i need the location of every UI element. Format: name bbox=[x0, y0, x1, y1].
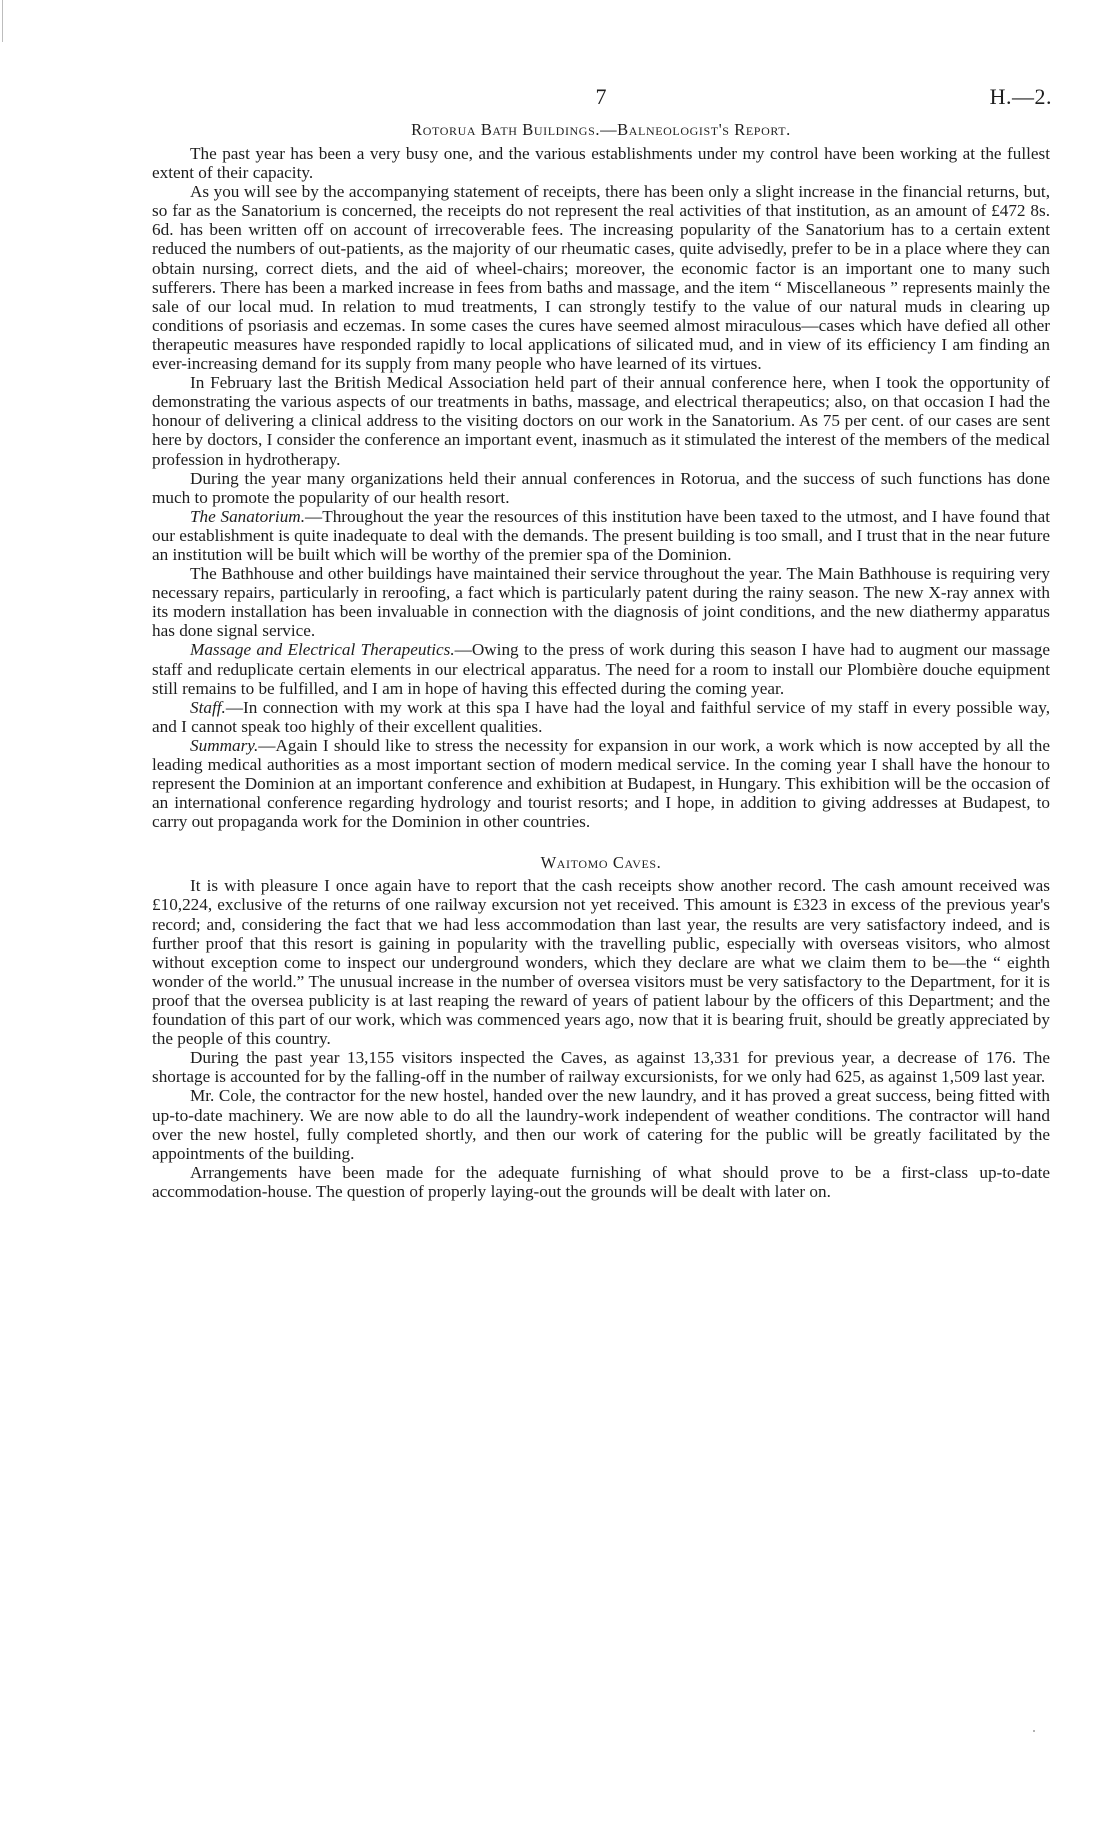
paragraph-text: The past year has been a very busy one, and the various establishments under my control have been working at the fullest extent of their capacity. bbox=[152, 144, 1050, 183]
paragraph bbox=[152, 1086, 1050, 1162]
paragraph bbox=[152, 640, 1050, 697]
paragraph-lead: Summary. bbox=[190, 735, 259, 755]
paragraph-lead: Staff. bbox=[190, 697, 226, 717]
paragraph-text: —Again I should like to stress the necessity for expansion in our work, a work which is now accepted by all the leading medical authorities as a most important section of modern medical service. In the coming year I shall have the honour to represent the Dominion at an important conference and exhibition at Budapest, in Hungary. This exhibition will be the occasion of an international conference regarding hydrology and tourist resorts; and I hope, in addition to giving addresses at Budapest, to carry out propaganda work for the Dominion in other countries. bbox=[152, 735, 1050, 832]
waitomo-paragraphs bbox=[152, 876, 1050, 1201]
paragraph-text: During the past year 13,155 visitors inspected the Caves, as against 13,331 for previous year, a decrease of 176. The shortage is accounted for by the falling-off in the number of railway excursionists, for we only had 625, as against 1,509 last year. bbox=[152, 1048, 1050, 1087]
paragraph bbox=[152, 373, 1050, 468]
paragraph-text: —Throughout the year the resources of this institution have been taxed to the utmost, and I have found that our establishment is quite inadequate to deal with the demands. The present building is too small, and I trust that in the near future an institution will be built which will be worthy of the premier spa of the Dominion. bbox=[152, 506, 1050, 564]
rotorua-section bbox=[152, 120, 1050, 831]
paragraph bbox=[152, 1163, 1050, 1201]
section-heading: Rotorua Bath Buildings.—Balneologist's Report. bbox=[411, 120, 791, 139]
paragraph-lead: Massage and Electrical Therapeutics. bbox=[190, 640, 455, 660]
paragraph bbox=[152, 736, 1050, 831]
paragraph-text: During the year many organizations held their annual conferences in Rotorua, and the success of such functions has done much to promote the popularity of our health resort. bbox=[152, 468, 1050, 507]
waitomo-section bbox=[152, 853, 1050, 1201]
document-reference: H.—2. bbox=[989, 84, 1052, 109]
scan-dot-mark bbox=[1033, 1730, 1035, 1732]
paragraph bbox=[152, 698, 1050, 736]
rotorua-paragraphs bbox=[152, 144, 1050, 831]
paragraph-text: As you will see by the accompanying statement of receipts, there has been only a slight increase in the financial returns, but, so far as the Sanatorium is concerned, the receipts do not represent the real activities of that institution, as an amount of £472 8s. 6d. has been written off on account of irrecoverable fees. The increasing popularity of the Sanatorium has to a certain extent reduced the numbers of out-patients, as the majority of our rheumatic cases, quite advisedly, prefer to be in a place where they can obtain nursing, correct diets, and the aid of wheel-chairs; moreover, the economic factor is an important one to many such sufferers. There has been a marked increase in fees from baths and massage, and the item “ Miscellaneous ” represents mainly the sale of our local mud. In relation to mud treatments, I can strongly testify to the value of our natural muds in clearing up conditions of psoriasis and eczemas. In some cases the cures have seemed almost miraculous—cases which have defied all other therapeutic measures have responded rapidly to local applications of silicated mud, and in view of its efficiency I am finding an ever-increasing demand for its supply from many people who have learned of its virtues. bbox=[152, 182, 1050, 374]
paragraph bbox=[152, 507, 1050, 564]
paragraph bbox=[152, 564, 1050, 640]
paragraph-text: Mr. Cole, the contractor for the new hostel, handed over the new laundry, and it has proved a great success, being fitted with up-to-date machinery. We are now able to do all the laundry-work independent of weather conditions. The contractor will hand over the new hostel, fully completed shortly, and then our work of catering for the public will be greatly facilitated by the appointments of the building. bbox=[152, 1086, 1050, 1163]
paragraph bbox=[152, 469, 1050, 507]
paragraph-text: —Owing to the press of work during this season I have had to augment our massage staff and reduplicate certain elements in our electrical apparatus. The need for a room to install our Plombière douche equipment still remains to be fulfilled, and I am in hope of having this effected during the coming year. bbox=[152, 640, 1050, 698]
paragraph bbox=[152, 1048, 1050, 1086]
paragraph-text: It is with pleasure I once again have to report that the cash receipts show another record. The cash amount received was £10,224, exclusive of the returns of one railway excursion not yet received. This amount is £323 in excess of the previous year's record; and, considering the fact that we had less accommodation than last year, the results are very satisfactory indeed, and is further proof that this resort is gaining in popularity with the travelling public, especially with overseas visitors, who almost without exception come to inspect our underground wonders, which they declare are what we claim them to be—the “ eighth wonder of the world.” The unusual increase in the number of oversea visitors must be very satisfactory to the Department, for it is proof that the oversea publicity is at last reaping the reward of years of patient labour by the officers of this Department; and the foundation of this part of our work, which was commenced years ago, now that it is bearing fruit, should be greatly appreciated by the people of this country. bbox=[152, 876, 1050, 1049]
document-page bbox=[152, 80, 1050, 1201]
page-number: 7 bbox=[595, 84, 607, 109]
paragraph bbox=[152, 876, 1050, 1048]
section-heading: Waitomo Caves. bbox=[540, 853, 662, 873]
scan-edge-mark bbox=[2, 0, 3, 42]
paragraph-lead: The Sanatorium. bbox=[190, 506, 306, 526]
paragraph-text: Arrangements have been made for the adequate furnishing of what should prove to be a first-class up-to-date accommodation-house. The question of properly laying-out the grounds will be dealt with later on. bbox=[152, 1162, 1050, 1201]
paragraph bbox=[152, 182, 1050, 373]
page-header bbox=[152, 80, 1050, 114]
paragraph-text: The Bathhouse and other buildings have maintained their service throughout the year. The Main Bathhouse is requiring very necessary repairs, particularly in reroofing, a fact which is particularly patent during the rainy season. The new X-ray annex with its modern installation has been invaluable in connection with the diagnosis of joint conditions, and the new diathermy apparatus has done signal service. bbox=[152, 564, 1050, 641]
paragraph-text: —In connection with my work at this spa I have had the loyal and faithful service of my staff in every possible way, and I cannot speak too highly of their excellent qualities. bbox=[152, 697, 1050, 736]
paragraph-text: In February last the British Medical Association held part of their annual conference here, when I took the opportunity of demonstrating the various aspects of our treatments in baths, massage, and electrical therapeutics; also, on that occasion I had the honour of delivering a clinical address to the visiting doctors on our work in the Sanatorium. As 75 per cent. of our cases are sent here by doctors, I consider the conference an important event, inasmuch as it stimulated the interest of the members of the medical profession in hydrotherapy. bbox=[152, 373, 1050, 469]
paragraph bbox=[152, 144, 1050, 182]
